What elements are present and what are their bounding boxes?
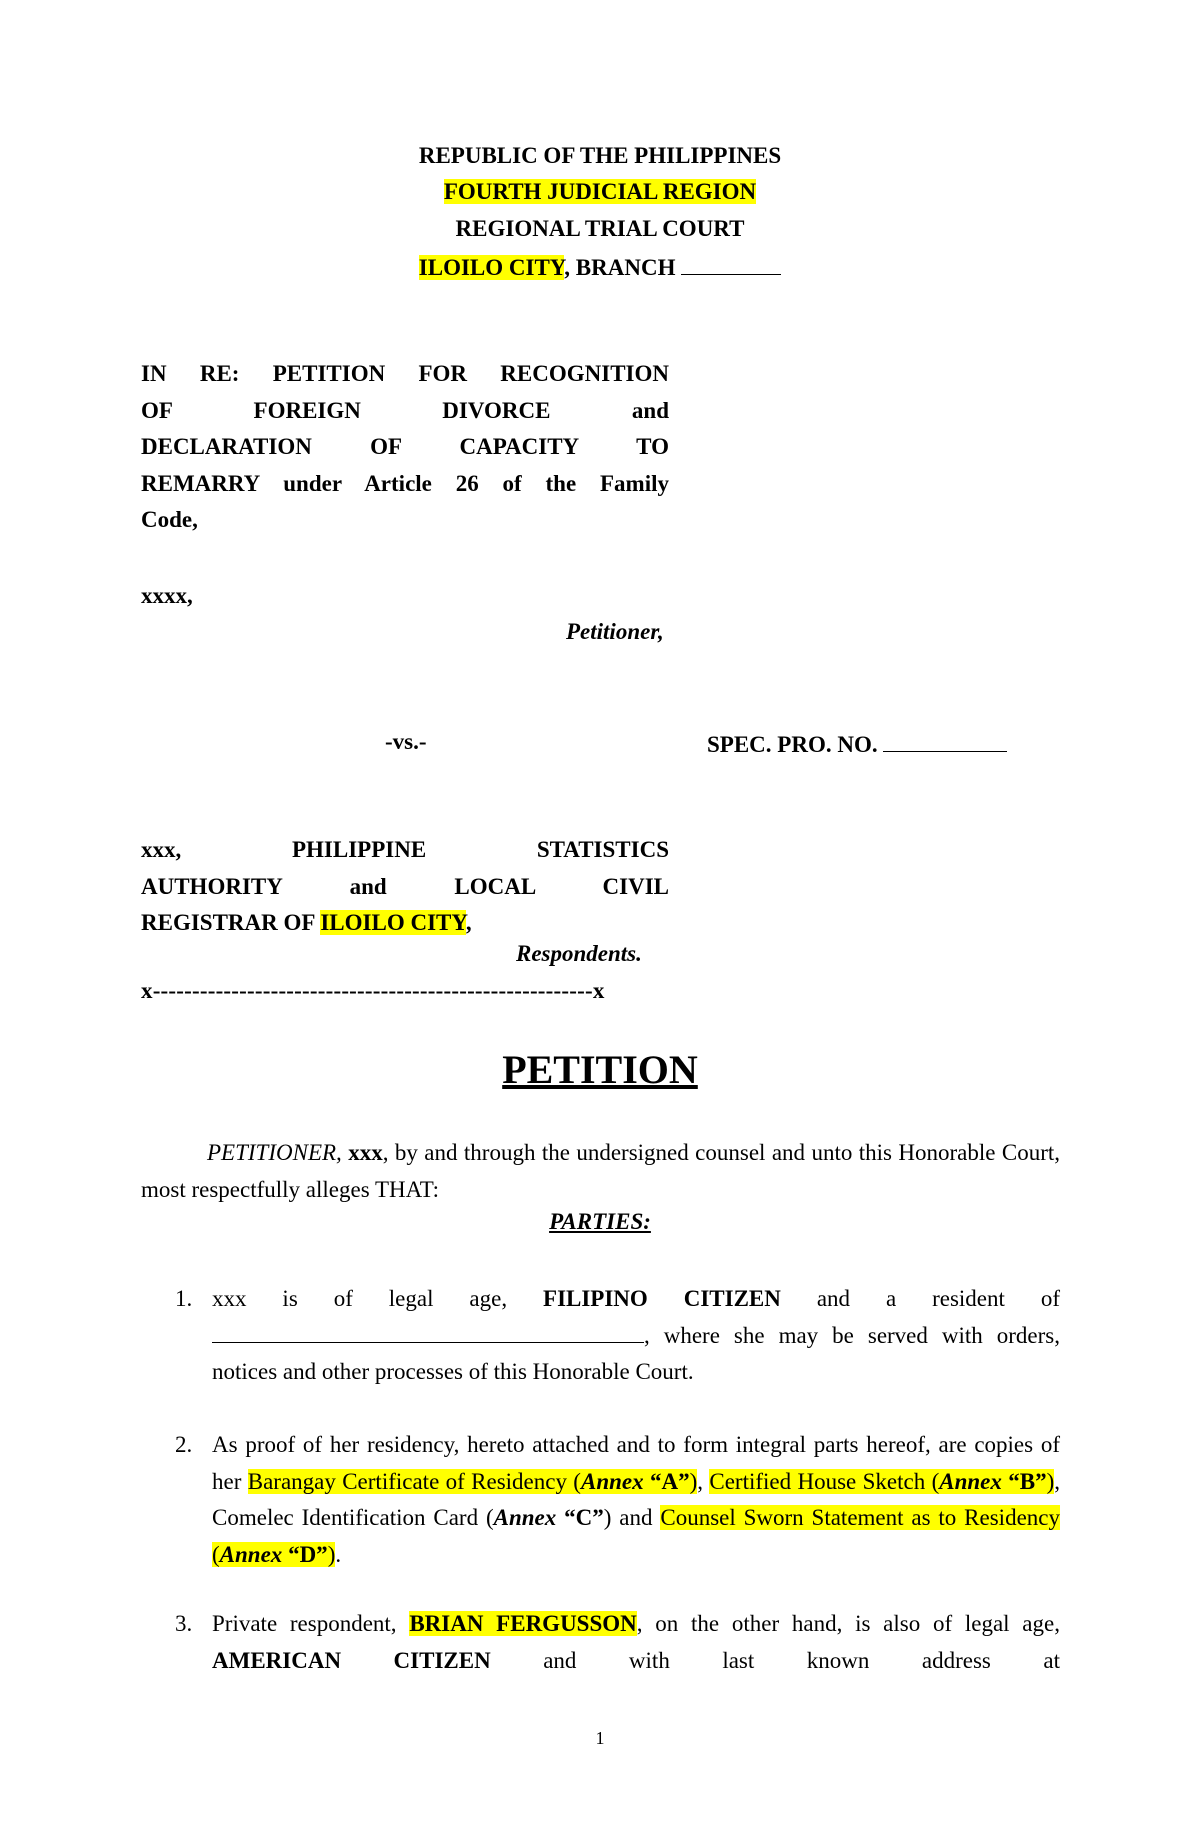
residence-blank: [212, 1318, 644, 1343]
item-1-text-3: , where she may be served with orders, notices and other processes of this Honorable Court.: [212, 1322, 1060, 1384]
spec-pro-no: [707, 729, 1007, 758]
respondents-line-1: xxx, PHILIPPINE STATISTICS: [141, 837, 669, 862]
item-2-comma: ,: [697, 1468, 710, 1494]
item-1-line-2: [212, 1318, 1060, 1391]
spec-pro-blank: [883, 729, 1007, 752]
annex-d-text: Counsel Sworn Statement as to Residency (: [212, 1505, 1060, 1567]
respondents: [141, 832, 669, 942]
annex-a-ref: [248, 1469, 698, 1494]
list-item-2: [175, 1427, 1060, 1573]
page-number: 1: [595, 1728, 605, 1748]
annex-b-label: “B”: [1001, 1468, 1047, 1494]
item-1-text-2: and a resident of: [780, 1286, 1060, 1311]
item-1-citizenship: FILIPINO CITIZEN: [543, 1286, 781, 1311]
item-1-line-1: [212, 1281, 1060, 1318]
item-3-text-3: and with last known address at: [490, 1647, 1060, 1673]
item-3-text-2: , on the other hand, is also of legal age,: [636, 1611, 1060, 1636]
intro-text: , by and through the undersigned counsel and unto this Honorable Court, most respectfully alleges THAT:: [141, 1140, 1061, 1202]
header-branch-label: , BRANCH: [564, 255, 676, 280]
item-2-end: .: [335, 1541, 342, 1567]
respondents-comma: ,: [465, 910, 472, 935]
annex-b-word: Annex: [939, 1468, 1002, 1494]
intro-name: xxx: [348, 1140, 383, 1165]
petitioner-name: xxxx,: [141, 583, 193, 608]
item-2-text-3: ) and: [603, 1505, 661, 1530]
item-1-number: 1.: [175, 1286, 193, 1311]
header-branch: [0, 252, 1200, 281]
header-region-text: FOURTH JUDICIAL REGION: [443, 179, 757, 204]
case-title-line-5: Code,: [141, 507, 198, 532]
item-3-text-1: Private respondent,: [212, 1611, 410, 1636]
annex-c-word: Annex: [493, 1505, 557, 1530]
versus: -vs.-: [385, 729, 427, 754]
item-2-body: [212, 1427, 1060, 1573]
intro-paragraph: [141, 1135, 1060, 1208]
branch-blank: [681, 252, 781, 275]
item-1-body: [212, 1281, 1060, 1391]
respondents-line-3: [141, 905, 669, 942]
respondent-name: BRIAN FERGUSSON: [409, 1611, 637, 1636]
annex-b-ref: [709, 1469, 1054, 1494]
annex-a-text: Barangay Certificate of Residency (: [247, 1468, 581, 1494]
respondents-label: Respondents.: [516, 941, 642, 966]
annex-d-word: Annex: [219, 1541, 283, 1567]
annex-a-word: Annex: [580, 1468, 644, 1494]
annex-c-text: , Comelec Identification Card (: [212, 1468, 1060, 1530]
document-title: PETITION: [502, 1047, 698, 1092]
item-3-citizenship: AMERICAN CITIZEN: [212, 1647, 491, 1673]
item-2-text-1: As proof of her residency, hereto attached and to form integral parts hereof, are copies of her: [212, 1432, 1060, 1494]
item-2-number: 2.: [175, 1432, 193, 1457]
case-title-line-4: REMARRY under Article 26 of the Family: [141, 470, 669, 496]
case-title-line-2: OF FOREIGN DIVORCE and: [141, 397, 669, 423]
respondents-registrar: REGISTRAR OF: [141, 910, 321, 935]
header-republic: REPUBLIC OF THE PHILIPPINES: [418, 143, 782, 168]
case-title-line-3: DECLARATION OF CAPACITY TO: [141, 434, 669, 459]
case-title-line-1: IN RE: PETITION FOR RECOGNITION: [141, 361, 669, 386]
item-3-body: [212, 1606, 1060, 1679]
list-item-1: [175, 1281, 1060, 1391]
annex-d-close: ): [327, 1541, 336, 1567]
respondents-city: ILOILO CITY: [320, 910, 466, 935]
case-title: [141, 356, 669, 539]
section-parties: PARTIES:: [549, 1209, 651, 1234]
item-1-text-1: xxx is of legal age,: [212, 1286, 544, 1311]
header-region: [0, 179, 1200, 205]
spec-pro-label: SPEC. PRO. NO.: [707, 732, 878, 757]
caption-separator: x--------------------------------------------------------x: [141, 978, 605, 1003]
annex-d-label: “D”: [282, 1541, 328, 1567]
annex-b-text: Certified House Sketch (: [709, 1468, 940, 1494]
respondents-line-2: AUTHORITY and LOCAL CIVIL: [141, 873, 669, 899]
petitioner-label: Petitioner,: [566, 619, 664, 644]
annex-a-label: “A”: [643, 1468, 690, 1494]
annex-a-close: ): [689, 1468, 698, 1494]
annex-b-close: ): [1046, 1468, 1055, 1494]
item-3-number: 3.: [175, 1611, 193, 1636]
list-item-3: [175, 1606, 1060, 1679]
intro-petitioner: PETITIONER,: [207, 1140, 342, 1165]
annex-c-label: “C”: [556, 1505, 604, 1530]
header-court: REGIONAL TRIAL COURT: [455, 216, 745, 241]
header-city: ILOILO CITY: [418, 255, 565, 280]
